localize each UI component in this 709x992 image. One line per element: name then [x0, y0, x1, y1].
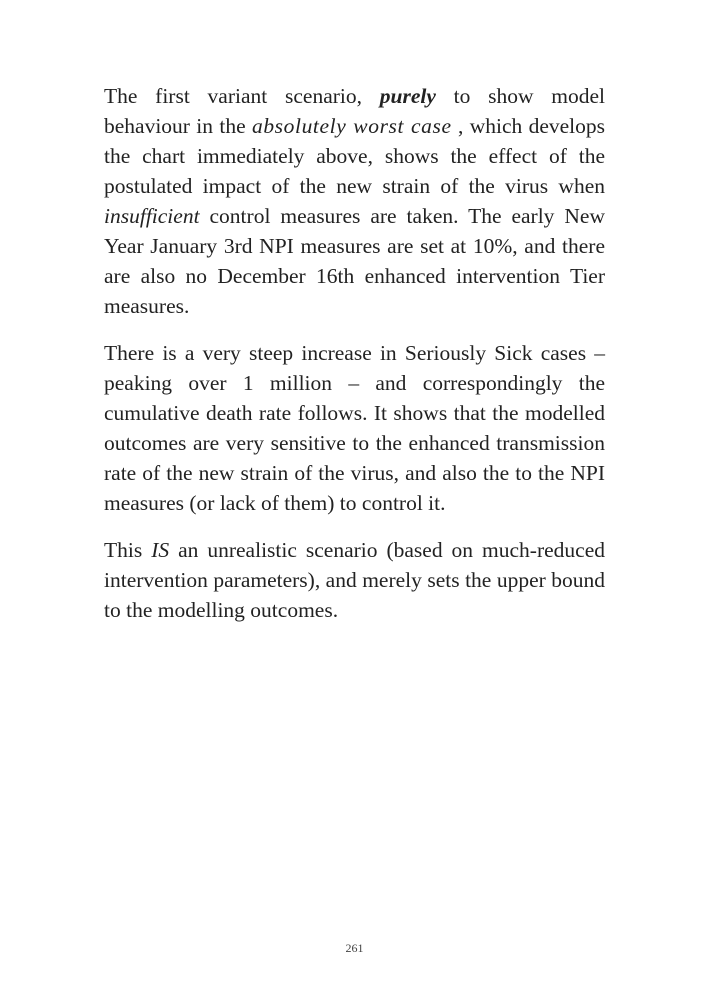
paragraph-1-text-c: , which develops the chart immediately above, shows the effect of the postulated impact of the new strain of the virus when: [104, 114, 605, 198]
page-number: 261: [345, 941, 364, 955]
paragraph-1: [104, 81, 605, 321]
paragraph-1-text-b: to show model behaviour in the: [104, 84, 605, 138]
document-body: [104, 81, 605, 642]
paragraph-2: There is a very steep increase in Seriously Sick cases – peaking over 1 million – and correspondingly the cumulative death rate follows. It shows that the modelled outcomes are very sensitive to the enhanced transmission rate of the new strain of the virus, and also the to the NPI measures (or lack of them) to control it.: [104, 341, 605, 515]
paragraph-3-text-a: This: [104, 538, 152, 562]
paragraph-3-text-b: an unrealistic scenario (based on much-reduced intervention parameters), and merely sets the upper bound to the modelling outcomes.: [104, 538, 605, 622]
paragraph-1-text-d: control measures are taken. The early New Year January 3rd NPI measures are set at 10%, and there are also no December 16th enhanced intervention Tier measures.: [104, 204, 605, 318]
emphasis-is: IS: [151, 538, 170, 562]
paragraph-3: [104, 535, 605, 625]
emphasis-absolutely-worst-case: absolutely worst case: [251, 114, 452, 138]
paragraph-1-text-a: The first variant scenario,: [104, 84, 380, 108]
emphasis-insufficient: insufficient: [104, 204, 200, 228]
emphasis-purely: purely: [379, 84, 436, 108]
